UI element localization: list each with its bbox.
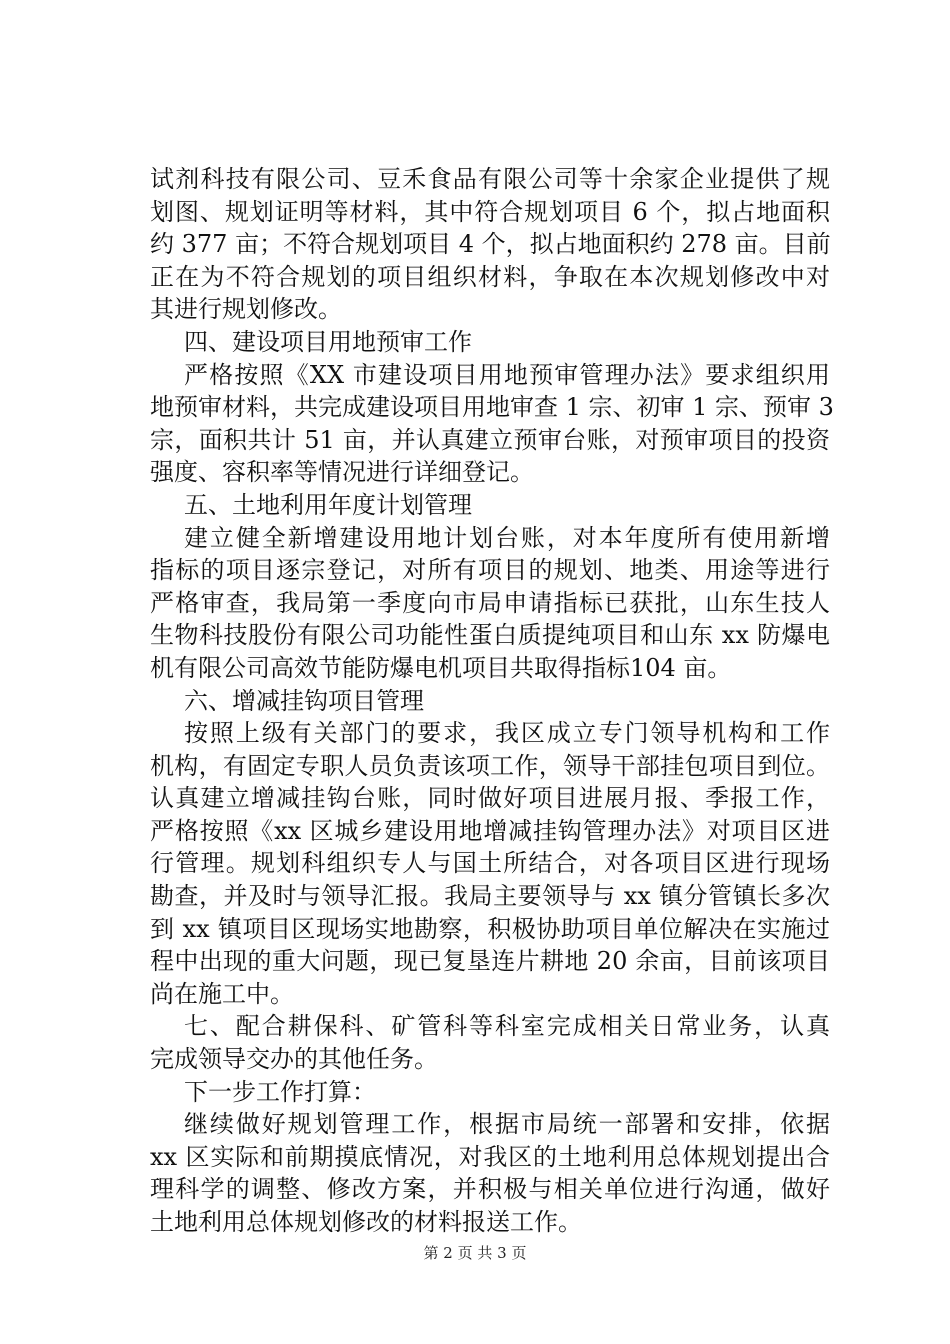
text-line: 五、土地利用年度计划管理 [184,490,472,519]
text-line: 完成领导交办的其他任务。 [150,1045,438,1074]
text-line: 地预审材料，共完成建设项目用地审查 1 宗、初审 1 宗、预审 3 [150,393,834,422]
text-line: 尚在施工中。 [150,979,294,1008]
text-line: 强度、容积率等情况进行详细登记。 [150,458,534,487]
text-line: 严格审查，我局第一季度向市局申请指标已获批，山东生技人 [150,588,830,617]
text-line: 机有限公司高效节能防爆电机项目共取得指标104 亩。 [150,653,732,682]
text-line: 土地利用总体规划修改的材料报送工作。 [150,1208,582,1236]
text-line: xx 区实际和前期摸底情况，对我区的土地利用总体规划提出合 [150,1142,830,1171]
text-line: 程中出现的重大问题，现已复垦连片耕地 20 余亩，目前该项目 [150,947,830,976]
text-line: 严格按照《XX 市建设项目用地预审管理办法》要求组织用 [184,360,830,389]
text-line: 指标的项目逐宗登记，对所有项目的规划、地类、用途等进行 [150,556,830,585]
text-line: 六、增减挂钩项目管理 [184,686,424,715]
page-footer: 第 2 页 共 3 页 [423,1244,527,1262]
text-line: 到 xx 镇项目区现场实地勘察，积极协助项目单位解决在实施过 [150,914,830,943]
text-line: 生物科技股份有限公司功能性蛋白质提纯项目和山东 xx 防爆电 [150,621,830,650]
text-line: 约 377 亩；不符合规划项目 4 个，拟占地面积约 278 亩。目前 [150,230,831,259]
text-line: 其进行规划修改。 [150,295,342,324]
text-line: 划图、规划证明等材料，其中符合规划项目 6 个，拟占地面积 [150,197,830,226]
text-line: 行管理。规划科组织专人与国土所结合，对各项目区进行现场 [150,849,830,878]
text-line: 建立健全新增建设用地计划台账，对本年度所有使用新增 [184,523,830,552]
text-line: 认真建立增减挂钩台账，同时做好项目进展月报、季报工作， [150,784,830,813]
text-line: 机构，有固定专职人员负责该项工作，领导干部挂包项目到位。 [150,751,830,780]
text-line: 四、建设项目用地预审工作 [184,327,472,356]
text-line: 七、配合耕保科、矿管科等科室完成相关日常业务，认真 [184,1012,830,1041]
text-line: 严格按照《xx 区城乡建设用地增减挂钩管理办法》对项目区进 [150,816,830,845]
text-line: 按照上级有关部门的要求，我区成立专门领导机构和工作 [184,719,830,748]
text-line: 试剂科技有限公司、豆禾食品有限公司等十余家企业提供了规 [150,165,830,193]
text-line: 勘查，并及时与领导汇报。我局主要领导与 xx 镇分管镇长多次 [150,882,830,911]
text-line: 继续做好规划管理工作，根据市局统一部署和安排，依据 [184,1110,830,1139]
text-line: 正在为不符合规划的项目组织材料，争取在本次规划修改中对 [150,262,830,291]
text-line: 宗，面积共计 51 亩，并认真建立预审台账，对预审项目的投资 [150,425,830,454]
document-body [150,163,834,1239]
text-line: 理科学的调整、修改方案，并积极与相关单位进行沟通，做好 [150,1175,830,1204]
text-line: 下一步工作打算： [184,1077,376,1106]
